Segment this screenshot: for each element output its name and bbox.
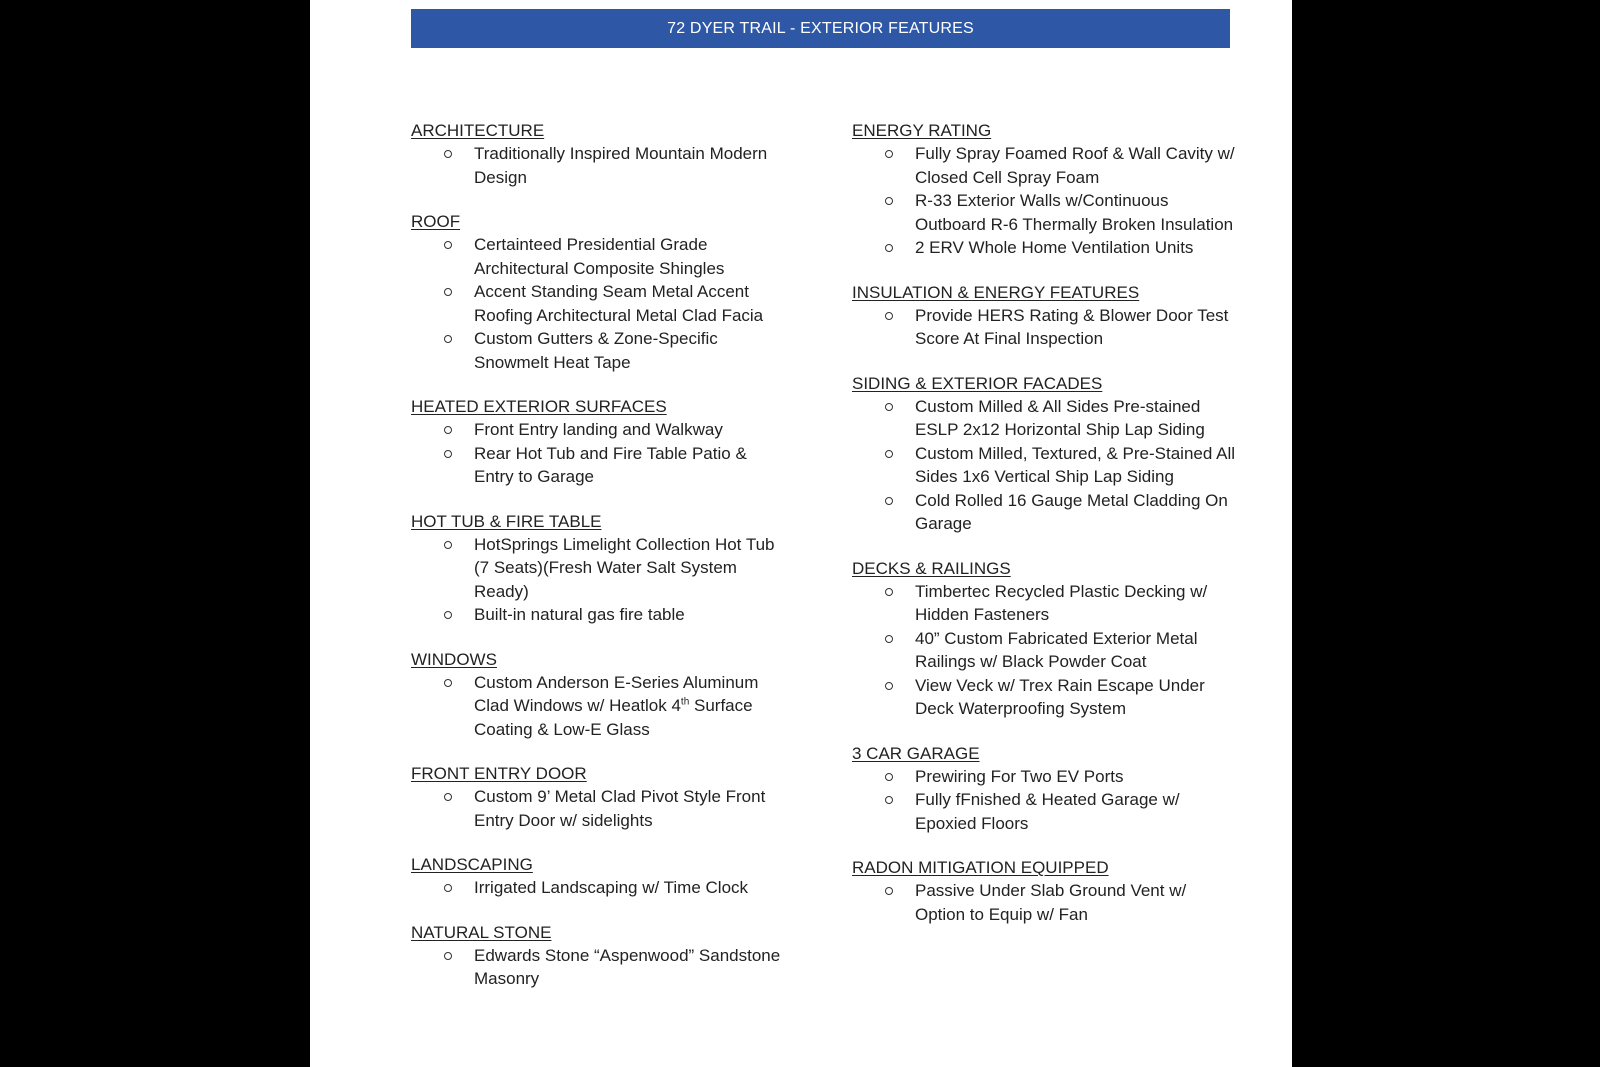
feature-list xyxy=(852,142,1237,260)
circle-bullet-icon xyxy=(444,241,452,249)
feature-text: Prewiring For Two EV Ports xyxy=(915,766,1124,786)
section-heading: ARCHITECTURE xyxy=(411,121,545,140)
feature-text: Rear Hot Tub and Fire Table Patio & Entry to Garage xyxy=(474,443,747,486)
section-heading: WINDOWS xyxy=(411,649,497,669)
feature-list-item xyxy=(852,879,1237,926)
feature-text: Surface Coating & Low-E Glass xyxy=(474,696,753,739)
circle-bullet-icon xyxy=(885,197,893,205)
feature-text: Traditionally Inspired Mountain Modern Design xyxy=(474,144,768,187)
feature-list-item xyxy=(411,442,791,489)
circle-bullet-icon xyxy=(885,150,893,158)
circle-bullet-icon xyxy=(885,403,893,411)
feature-section xyxy=(411,510,791,627)
feature-text: Cold Rolled 16 Gauge Metal Cladding On Garage xyxy=(915,490,1228,533)
circle-bullet-icon xyxy=(444,679,452,687)
circle-bullet-icon xyxy=(885,588,893,596)
section-heading: ENERGY RATING xyxy=(852,121,992,140)
feature-section xyxy=(852,119,1237,260)
feature-list-item xyxy=(852,395,1237,442)
feature-text: Fully Spray Foamed Roof & Wall Cavity w/ Closed Cell Spray Foam xyxy=(915,144,1235,187)
feature-list-item xyxy=(411,876,791,900)
feature-text: 2 ERV Whole Home Ventilation Units xyxy=(915,238,1194,257)
feature-list xyxy=(852,879,1237,926)
feature-text: Passive Under Slab Ground Vent w/ Option to Equip w/ Fan xyxy=(915,881,1187,924)
feature-text: Edwards Stone “Aspenwood” Sandstone Masonry xyxy=(474,945,781,988)
feature-list xyxy=(411,876,791,900)
section-heading: HEATED EXTERIOR SURFACES xyxy=(411,397,667,416)
feature-list-item xyxy=(411,233,791,280)
feature-text: HotSprings Limelight Collection Hot Tub (7 Seats)(Fresh Water Salt System Ready) xyxy=(474,534,775,601)
feature-list-item xyxy=(411,418,791,442)
feature-list-item xyxy=(411,533,791,604)
feature-list-item xyxy=(411,327,791,374)
feature-text: Irrigated Landscaping w/ Time Clock xyxy=(474,878,749,897)
section-heading: ROOF xyxy=(411,212,461,231)
feature-text: Fully fFnished & Heated Garage w/ Epoxied Floors xyxy=(915,790,1180,833)
circle-bullet-icon xyxy=(444,150,452,158)
circle-bullet-icon xyxy=(885,244,893,252)
section-heading: RADON MITIGATION EQUIPPED xyxy=(852,858,1109,877)
feature-list-item xyxy=(852,489,1237,536)
section-heading: INSULATION & ENERGY FEATURES xyxy=(852,282,1140,302)
feature-text: Provide HERS Rating & Blower Door Test Score At Final Inspection xyxy=(915,305,1229,348)
feature-list xyxy=(852,765,1237,836)
circle-bullet-icon xyxy=(885,635,893,643)
feature-list xyxy=(852,580,1237,721)
feature-list-item xyxy=(411,671,791,742)
feature-text: View Veck w/ Trex Rain Escape Under Deck Waterproofing System xyxy=(915,675,1205,718)
feature-section xyxy=(411,119,791,189)
circle-bullet-icon xyxy=(444,335,452,343)
feature-text: Custom Anderson E-Series Aluminum Clad Windows w/ Heatlok 4 xyxy=(474,672,759,715)
feature-list-item xyxy=(852,765,1237,789)
circle-bullet-icon xyxy=(885,796,893,804)
feature-text: Accent Standing Seam Metal Accent Roofing Architectural Metal Clad Facia xyxy=(474,282,764,325)
feature-section xyxy=(411,853,791,900)
feature-list-item xyxy=(852,442,1237,489)
feature-text: Custom Milled, Textured, & Pre-Stained All Sides 1x6 Vertical Ship Lap Siding xyxy=(915,443,1235,486)
feature-text: Custom Milled & All Sides Pre-stained ESLP 2x12 Horizontal Ship Lap Siding xyxy=(915,396,1205,439)
section-heading: 3 CAR GARAGE xyxy=(852,743,980,763)
feature-section xyxy=(411,210,791,374)
feature-text: Front Entry landing and Walkway xyxy=(474,420,723,439)
feature-list xyxy=(411,418,791,489)
section-heading: NATURAL STONE xyxy=(411,922,552,942)
circle-bullet-icon xyxy=(444,611,452,619)
feature-list-item xyxy=(411,785,791,832)
feature-text-superscript: th xyxy=(680,696,690,708)
feature-section xyxy=(852,281,1237,351)
circle-bullet-icon xyxy=(885,312,893,320)
feature-section xyxy=(852,856,1237,926)
circle-bullet-icon xyxy=(885,773,893,781)
section-heading: SIDING & EXTERIOR FACADES xyxy=(852,373,1103,393)
feature-list xyxy=(411,533,791,627)
left-feature-column xyxy=(411,119,791,1012)
circle-bullet-icon xyxy=(885,887,893,895)
right-feature-column xyxy=(852,119,1237,947)
feature-section xyxy=(852,557,1237,721)
circle-bullet-icon xyxy=(885,682,893,690)
feature-list xyxy=(411,785,791,832)
document-page xyxy=(310,0,1292,1067)
circle-bullet-icon xyxy=(885,450,893,458)
feature-text: 40” Custom Fabricated Exterior Metal Railings w/ Black Powder Coat xyxy=(915,628,1198,671)
circle-bullet-icon xyxy=(444,884,452,892)
feature-text: Custom Gutters & Zone-Specific Snowmelt Heat Tape xyxy=(474,329,718,372)
section-heading: FRONT ENTRY DOOR xyxy=(411,764,587,783)
feature-list-item xyxy=(852,304,1237,351)
circle-bullet-icon xyxy=(444,288,452,296)
feature-list-item xyxy=(852,189,1237,236)
circle-bullet-icon xyxy=(444,450,452,458)
feature-list xyxy=(411,233,791,374)
feature-list-item xyxy=(411,280,791,327)
feature-list xyxy=(411,944,791,991)
feature-section xyxy=(411,921,791,991)
feature-text: Timbertec Recycled Plastic Decking w/ Hidden Fasteners xyxy=(915,581,1208,624)
feature-text: R-33 Exterior Walls w/Continuous Outboard R-6 Thermally Broken Insulation xyxy=(915,191,1234,234)
feature-list-item xyxy=(852,236,1237,260)
page-title-banner: 72 DYER TRAIL - EXTERIOR FEATURES xyxy=(411,9,1230,48)
feature-section xyxy=(411,395,791,489)
feature-list xyxy=(852,395,1237,536)
circle-bullet-icon xyxy=(444,952,452,960)
section-heading: LANDSCAPING xyxy=(411,855,533,874)
circle-bullet-icon xyxy=(885,497,893,505)
feature-text: Certainteed Presidential Grade Architectural Composite Shingles xyxy=(474,235,725,278)
circle-bullet-icon xyxy=(444,541,452,549)
feature-text: Custom 9’ Metal Clad Pivot Style Front Entry Door w/ sidelights xyxy=(474,787,766,830)
section-heading: HOT TUB & FIRE TABLE xyxy=(411,511,602,531)
feature-list-item xyxy=(411,142,791,189)
feature-section xyxy=(852,372,1237,536)
feature-list-item xyxy=(852,674,1237,721)
feature-list-item xyxy=(852,580,1237,627)
feature-text: Built-in natural gas fire table xyxy=(474,605,685,624)
feature-list xyxy=(852,304,1237,351)
feature-list-item xyxy=(411,944,791,991)
feature-list-item xyxy=(852,142,1237,189)
section-heading: DECKS & RAILINGS xyxy=(852,558,1011,578)
feature-list-item xyxy=(852,627,1237,674)
circle-bullet-icon xyxy=(444,426,452,434)
feature-section xyxy=(411,648,791,742)
feature-section xyxy=(411,762,791,832)
feature-list xyxy=(411,671,791,742)
feature-list xyxy=(411,142,791,189)
feature-list-item xyxy=(852,788,1237,835)
circle-bullet-icon xyxy=(444,793,452,801)
feature-list-item xyxy=(411,603,791,627)
feature-section xyxy=(852,742,1237,836)
